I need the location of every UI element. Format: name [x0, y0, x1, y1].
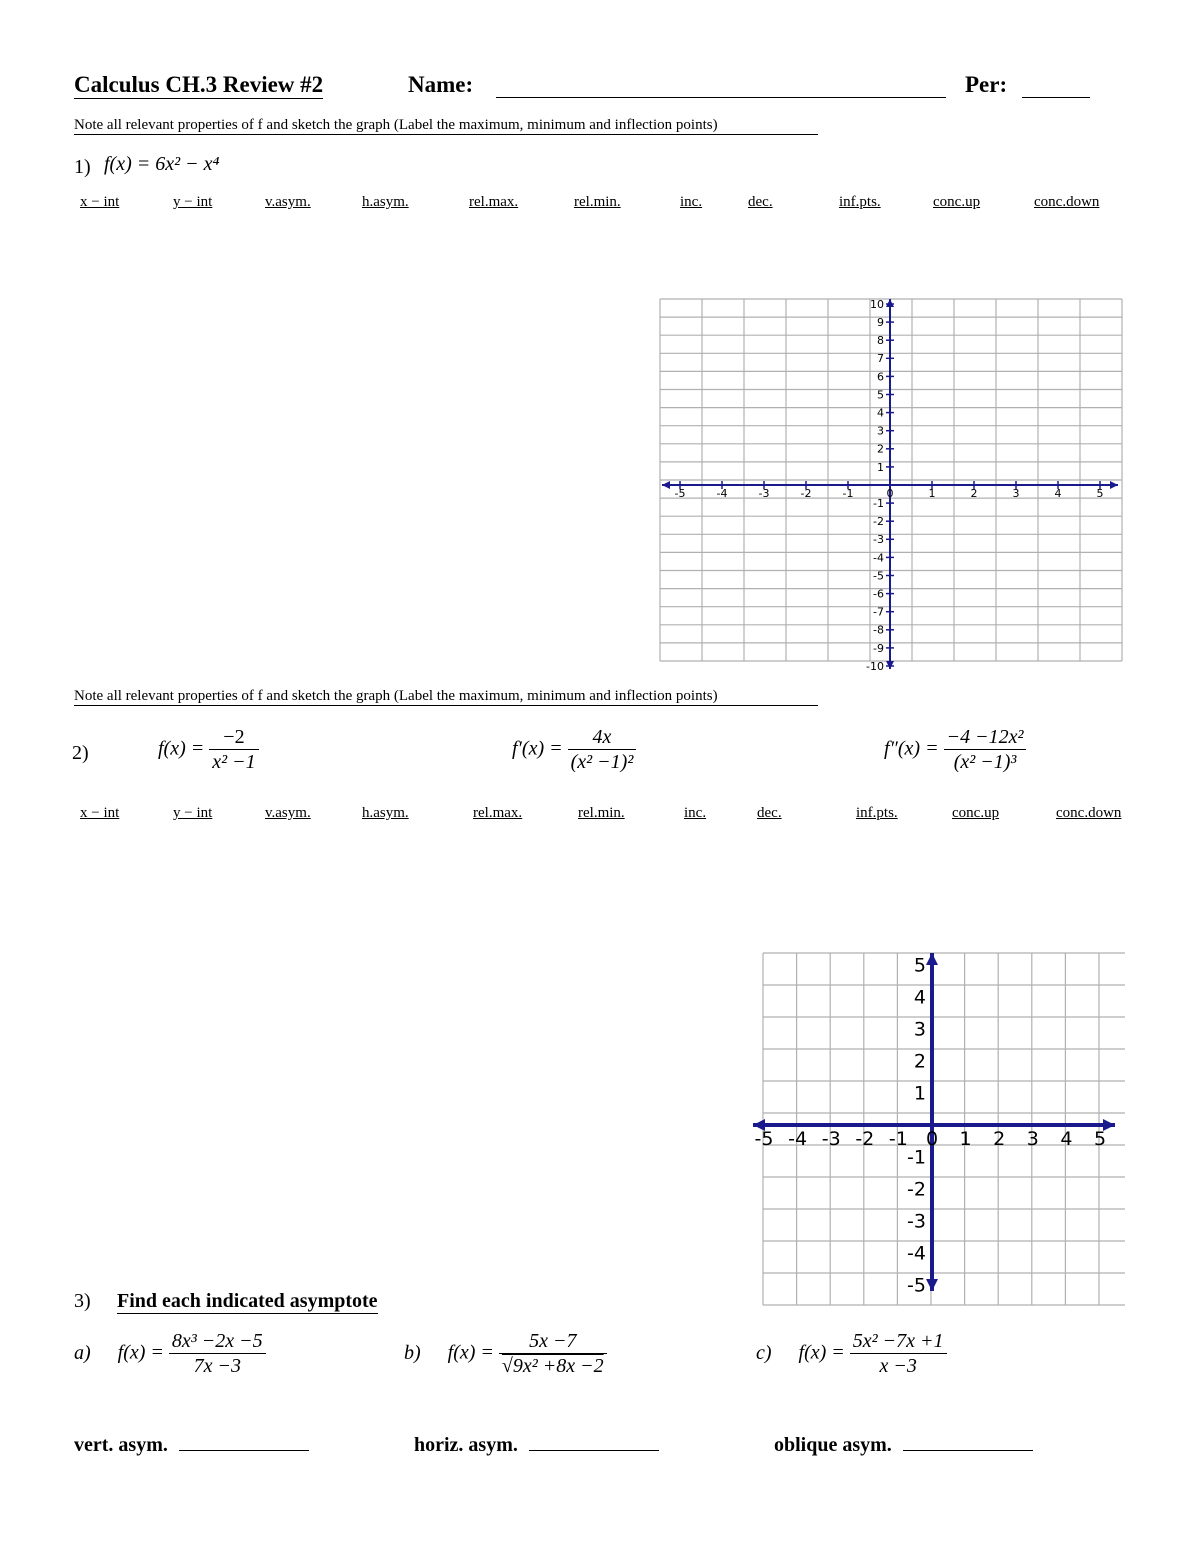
property-label: dec.: [748, 194, 773, 210]
horiz-asym-label: horiz. asym.: [414, 1434, 518, 1456]
f-prime-lhs: f′(x) =: [512, 737, 563, 760]
name-field[interactable]: [496, 97, 946, 98]
x-tick-label: 1: [959, 1128, 972, 1150]
property-label: y − int: [173, 194, 213, 210]
property-label: h.asym.: [362, 805, 409, 821]
problem-2-f: [158, 726, 259, 774]
x-tick-label: -4: [788, 1128, 808, 1150]
f-prime-denominator: (x² −1)²: [570, 751, 634, 773]
f-lhs: f(x) =: [158, 737, 205, 760]
x-tick-label: 5: [1096, 487, 1104, 500]
answer-oblique-asym: [774, 1434, 1033, 1457]
y-tick-label: 4: [913, 986, 926, 1009]
x-tick-label: -4: [716, 487, 728, 500]
y-tick-label: -4: [907, 1242, 926, 1265]
f-denominator: x² −1: [212, 751, 256, 773]
x-tick-label: 4: [1060, 1128, 1073, 1150]
problem-3b-lhs: f(x) =: [447, 1341, 494, 1364]
x-tick-label: -5: [754, 1128, 774, 1150]
problem-2-f-double-prime: [884, 726, 1026, 774]
instruction-1: Note all relevant properties of f and sketch the graph (Label the maximum, minimum and inflection points): [74, 117, 818, 135]
y-tick-label: -9: [873, 641, 884, 655]
x-tick-label: 3: [1026, 1128, 1039, 1150]
problem-3b-label: b): [404, 1341, 421, 1364]
y-tick-label: 7: [877, 352, 884, 366]
problem-3c-lhs: f(x) =: [798, 1341, 845, 1364]
problem-3b: [404, 1330, 607, 1378]
y-tick-label: -4: [873, 551, 884, 565]
y-tick-label: 10: [870, 297, 884, 311]
problem-1-number: 1): [74, 156, 91, 178]
property-label: conc.down: [1034, 194, 1100, 210]
problem-3b-numerator: 5x −7: [499, 1330, 607, 1354]
f-numerator: −2: [209, 726, 258, 750]
instruction-2: Note all relevant properties of f and sketch the graph (Label the maximum, minimum and inflection points): [74, 688, 818, 706]
vert-asym-blank[interactable]: [179, 1450, 309, 1451]
y-tick-label: 2: [877, 442, 884, 456]
y-tick-label: 2: [913, 1050, 926, 1073]
f-prime-numerator: 4x: [568, 726, 637, 750]
name-label: Name:: [408, 72, 474, 97]
y-tick-label: -3: [907, 1210, 926, 1233]
oblique-asym-label: oblique asym.: [774, 1434, 892, 1456]
problem-2-f-prime: [512, 726, 636, 774]
property-label: x − int: [80, 194, 120, 210]
y-tick-label: 1: [877, 460, 884, 474]
y-tick-label: 6: [877, 370, 884, 384]
problem-3a-lhs: f(x) =: [117, 1341, 164, 1364]
oblique-asym-blank[interactable]: [903, 1450, 1033, 1451]
problem-3a-denominator: 7x −3: [193, 1355, 241, 1377]
x-tick-label: -5: [674, 487, 686, 500]
x-tick-label: -1: [888, 1128, 908, 1150]
y-tick-label: -1: [873, 496, 884, 510]
property-label: rel.min.: [574, 194, 621, 210]
y-tick-label: -8: [873, 623, 884, 637]
x-tick-label: -3: [758, 487, 770, 500]
answer-horiz-asym: [414, 1434, 659, 1457]
y-tick-label: -10: [866, 659, 884, 673]
graph-2: [745, 945, 1125, 1315]
x-tick-label: 0: [925, 1128, 939, 1150]
y-tick-label: 5: [913, 954, 926, 977]
y-tick-label: -6: [873, 587, 884, 601]
problem-3a-label: a): [74, 1341, 91, 1364]
problem-3b-denominator: √9x² +8x −2: [501, 1355, 604, 1377]
graph-1: [650, 295, 1130, 675]
property-label: conc.up: [933, 194, 981, 210]
vert-asym-label: vert. asym.: [74, 1434, 168, 1456]
x-tick-label: 2: [970, 487, 978, 500]
y-tick-label: -1: [907, 1146, 926, 1169]
property-label: x − int: [80, 805, 120, 821]
y-axis-down-arrow: [926, 1279, 938, 1291]
property-label: conc.down: [1056, 805, 1122, 821]
problem-3c-label: c): [756, 1341, 772, 1364]
y-tick-label: -3: [873, 533, 884, 547]
horiz-asym-blank[interactable]: [529, 1450, 659, 1451]
property-label: v.asym.: [265, 194, 311, 210]
y-axis-up-arrow: [886, 299, 894, 307]
problem-1-function: f(x) = 6x² − x⁴: [104, 153, 220, 175]
y-tick-label: -2: [907, 1178, 926, 1201]
y-axis-up-arrow: [926, 953, 938, 965]
x-tick-label: 4: [1054, 487, 1062, 500]
problem-3-number: 3): [74, 1290, 91, 1312]
y-tick-label: 4: [877, 406, 884, 420]
y-tick-label: 5: [877, 388, 884, 402]
y-axis-down-arrow: [886, 661, 894, 669]
property-label: inc.: [684, 805, 707, 821]
x-tick-label: -2: [855, 1128, 875, 1150]
x-tick-label: -2: [800, 487, 812, 500]
property-label: rel.max.: [469, 194, 519, 210]
problem-2-number: 2): [72, 742, 89, 764]
property-label: v.asym.: [265, 805, 311, 821]
property-label: rel.max.: [473, 805, 523, 821]
problem-3c: [756, 1330, 947, 1378]
x-tick-label: 5: [1093, 1128, 1107, 1150]
y-tick-label: -5: [873, 569, 884, 583]
f-double-prime-numerator: −4 −12x²: [944, 726, 1027, 750]
property-label: dec.: [757, 805, 782, 821]
property-label: inf.pts.: [839, 194, 881, 210]
period-label: Per:: [965, 72, 1008, 97]
problem-3c-denominator: x −3: [879, 1355, 917, 1377]
y-tick-label: -2: [873, 515, 884, 529]
y-tick-label: 8: [877, 334, 884, 348]
period-field[interactable]: [1022, 97, 1090, 98]
property-label: y − int: [173, 805, 213, 821]
x-tick-label: 0: [886, 487, 894, 500]
y-tick-label: 1: [913, 1082, 926, 1105]
problem-3a: [74, 1330, 266, 1378]
x-tick-label: -3: [821, 1128, 841, 1150]
x-tick-label: 1: [928, 487, 936, 500]
x-axis-right-arrow: [1110, 481, 1118, 489]
y-tick-label: 9: [877, 315, 884, 329]
f-double-prime-denominator: (x² −1)³: [953, 751, 1017, 773]
property-label: h.asym.: [362, 194, 409, 210]
property-label: inf.pts.: [856, 805, 898, 821]
worksheet-title: Calculus CH.3 Review #2: [74, 72, 324, 97]
problem-3a-numerator: 8x³ −2x −5: [169, 1330, 266, 1354]
y-tick-label: -5: [907, 1274, 926, 1297]
x-tick-label: 2: [993, 1128, 1006, 1150]
problem-3c-numerator: 5x² −7x +1: [850, 1330, 947, 1354]
x-tick-label: -1: [842, 487, 854, 500]
y-tick-label: 3: [877, 424, 884, 438]
f-double-prime-lhs: f″(x) =: [884, 737, 939, 760]
x-axis-left-arrow: [662, 481, 670, 489]
property-label: inc.: [680, 194, 703, 210]
y-tick-label: 3: [913, 1018, 926, 1041]
x-tick-label: 3: [1012, 487, 1020, 500]
problem-3-heading: Find each indicated asymptote: [117, 1290, 378, 1312]
property-label: conc.up: [952, 805, 1000, 821]
answer-vert-asym: [74, 1434, 309, 1457]
property-label: rel.min.: [578, 805, 625, 821]
y-tick-label: -7: [873, 605, 884, 619]
